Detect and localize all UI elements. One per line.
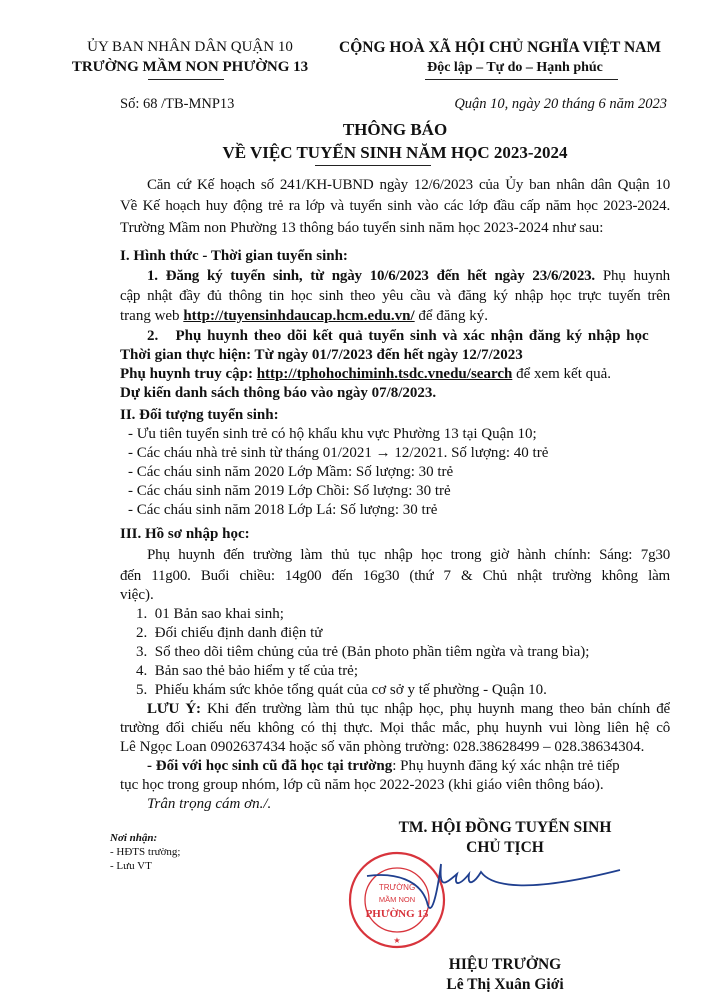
item-number: 3.	[136, 644, 148, 660]
stamp-text: TRƯỜNG	[378, 883, 416, 892]
section-heading: II. Đối tượng tuyển sinh:	[120, 407, 279, 423]
item-text: Phụ huynh theo dõi kết quả tuyển sinh và xác nhận đăng ký nhập học	[175, 328, 649, 344]
item-number: 1.	[136, 606, 148, 622]
recipients-label: Nơi nhận:	[110, 832, 158, 844]
registration-link[interactable]: http://tuyensinhdaucap.hcm.edu.vn/	[183, 308, 415, 324]
target-item: - Các cháu sinh năm 2018 Lớp Lá: Số lượng: 30 trẻ	[128, 502, 438, 518]
school-name: TRƯỜNG MẦM NON PHƯỜNG 13	[71, 59, 309, 75]
item-text: Đối chiếu định danh điện tử	[154, 625, 323, 641]
item-text: cập nhật đầy đủ thông tin học sinh theo yêu cầu và đăng ký nhập học trực tuyến trên	[120, 288, 670, 304]
title: THÔNG BÁO	[342, 120, 448, 139]
section1-item1-line3	[120, 307, 488, 326]
section1-item1	[147, 267, 670, 286]
expected-date: Dự kiến danh sách thông báo vào ngày 07/8/2023.	[120, 385, 437, 401]
subtitle: VỀ VIỆC TUYỂN SINH NĂM HỌC 2023-2024	[222, 143, 568, 162]
chair-role: CHỦ TỊCH	[466, 839, 544, 856]
old-students-line	[147, 757, 620, 776]
stamp	[350, 853, 444, 947]
document-item	[136, 662, 358, 681]
principal-title: HIỆU TRƯỞNG	[448, 956, 562, 973]
note-label: LƯU Ý:	[147, 701, 201, 717]
agency-name: ỦY BAN NHÂN DÂN QUẬN 10	[87, 39, 293, 55]
target-item: - Các cháu sinh năm 2019 Lớp Chồi: Số lượng: 30 trẻ	[128, 483, 451, 499]
access-text: để xem kết quả.	[516, 366, 612, 382]
recipient-item: - Lưu VT	[110, 860, 152, 872]
document-number: Số: 68 /TB-MNP13	[120, 96, 235, 112]
document-date: Quận 10, ngày 20 tháng 6 năm 2023	[454, 96, 667, 112]
stamp-text: PHƯỜNG 13	[365, 908, 429, 920]
note-line: trường đối chiếu nếu không có thị thực. Mọi thắc mắc, phụ huynh vui lòng liên hệ cô	[120, 720, 670, 736]
item-number: 2.	[147, 328, 159, 344]
registration-period: Đăng ký tuyển sinh, từ ngày 10/6/2023 đến hết ngày 23/6/2023.	[165, 268, 595, 284]
item-text: 01 Bản sao khai sinh;	[154, 606, 284, 622]
item-text: Phụ huynh	[602, 268, 670, 284]
document-item	[136, 643, 589, 662]
target-item: - Ưu tiên tuyển sinh trẻ có hộ khẩu khu vực Phường 13 tại Quận 10;	[128, 426, 537, 442]
note-text: Khi đến trường làm thủ tục nhập học, phụ huynh mang theo bản chính để	[207, 701, 670, 717]
section1-item2	[147, 327, 649, 346]
section-heading: I. Hình thức - Thời gian tuyển sinh:	[120, 248, 348, 264]
closing-thanks: Trân trọng cám ơn./.	[147, 796, 272, 812]
result-period: Thời gian thực hiện: Từ ngày 01/7/2023 đến hết ngày 12/7/2023	[120, 347, 523, 363]
target-item: - Các cháu sinh năm 2020 Lớp Mầm: Số lượng: 30 trẻ	[128, 464, 454, 480]
divider	[315, 165, 431, 166]
old-students-label: - Đối với học sinh cũ đã học tại trường	[147, 758, 393, 774]
document-item	[136, 681, 547, 700]
motto: Độc lập – Tự do – Hạnh phúc	[427, 60, 603, 75]
divider	[148, 79, 224, 80]
stamp-star-icon: ★	[393, 936, 401, 945]
item-text: Bản sao thẻ bảo hiểm y tế của trẻ;	[154, 663, 359, 679]
item-text: trang web	[120, 308, 180, 324]
signer-name: Lê Thị Xuân Giới	[446, 976, 564, 993]
intro-line: Trường Mầm non Phường 13 thông báo tuyển sinh năm học 2023-2024 như sau:	[120, 220, 604, 236]
access-line	[120, 365, 611, 384]
item-number: 1.	[147, 268, 158, 284]
document-item	[136, 624, 322, 643]
hours-text: đến 11g00. Buổi chiều: 14g00 đến 16g30 (thứ 7 & Chủ nhật trường không làm	[120, 568, 670, 584]
item-number: 4.	[136, 663, 148, 679]
hours-text: Phụ huynh đến trường làm thủ tục nhập học trong giờ hành chính: Sáng: 7g30	[147, 547, 670, 563]
official-stamp-and-signature	[345, 850, 630, 955]
note-line	[147, 700, 670, 719]
contact-line: Lê Ngọc Loan 0902637434 hoặc số văn phòng trường: 028.38628499 – 028.38634304.	[120, 739, 645, 755]
results-link[interactable]: http://tphohochiminh.tsdc.vnedu/search	[256, 366, 513, 382]
section-heading: III. Hồ sơ nhập học:	[120, 526, 250, 542]
divider	[425, 79, 618, 80]
intro-line: Về Kế hoạch huy động trẻ ra lớp và tuyển sinh vào các lớp đầu cấp năm học 2023-2024.	[120, 198, 670, 214]
item-number: 2.	[136, 625, 148, 641]
stamp-text: MẦM NON	[378, 895, 416, 904]
council-title: TM. HỘI ĐỒNG TUYỂN SINH	[398, 819, 612, 836]
recipient-item: - HĐTS trường;	[110, 846, 181, 858]
item-text: Sổ theo dõi tiêm chủng của trẻ (Bản photo phần tiêm ngừa và trang bìa);	[154, 644, 590, 660]
document-item	[136, 605, 284, 624]
item-text: để đăng ký.	[418, 308, 488, 324]
old-students-text: tục học trong group nhóm, lớp cũ năm học 2022-2023 (khi giáo viên thông báo).	[120, 777, 604, 793]
hours-text: việc).	[120, 587, 154, 603]
access-label: Phụ huynh truy cập:	[120, 366, 253, 382]
item-number: 5.	[136, 682, 148, 698]
nation-name: CỘNG HOÀ XÃ HỘI CHỦ NGHĨA VIỆT NAM	[339, 39, 661, 56]
intro-line: Căn cứ Kế hoạch số 241/KH-UBND ngày 12/6/2023 của Ủy ban nhân dân Quận 10	[147, 177, 670, 193]
item-text: Phiếu khám sức khỏe tổng quát của cơ sở y tế phường - Quận 10.	[154, 682, 547, 698]
old-students-text: : Phụ huynh đăng ký xác nhận trẻ tiếp	[392, 758, 620, 774]
target-item: - Các cháu nhà trẻ sinh từ tháng 01/2021 → 12/2021. Số lượng: 40 trẻ	[128, 445, 549, 461]
